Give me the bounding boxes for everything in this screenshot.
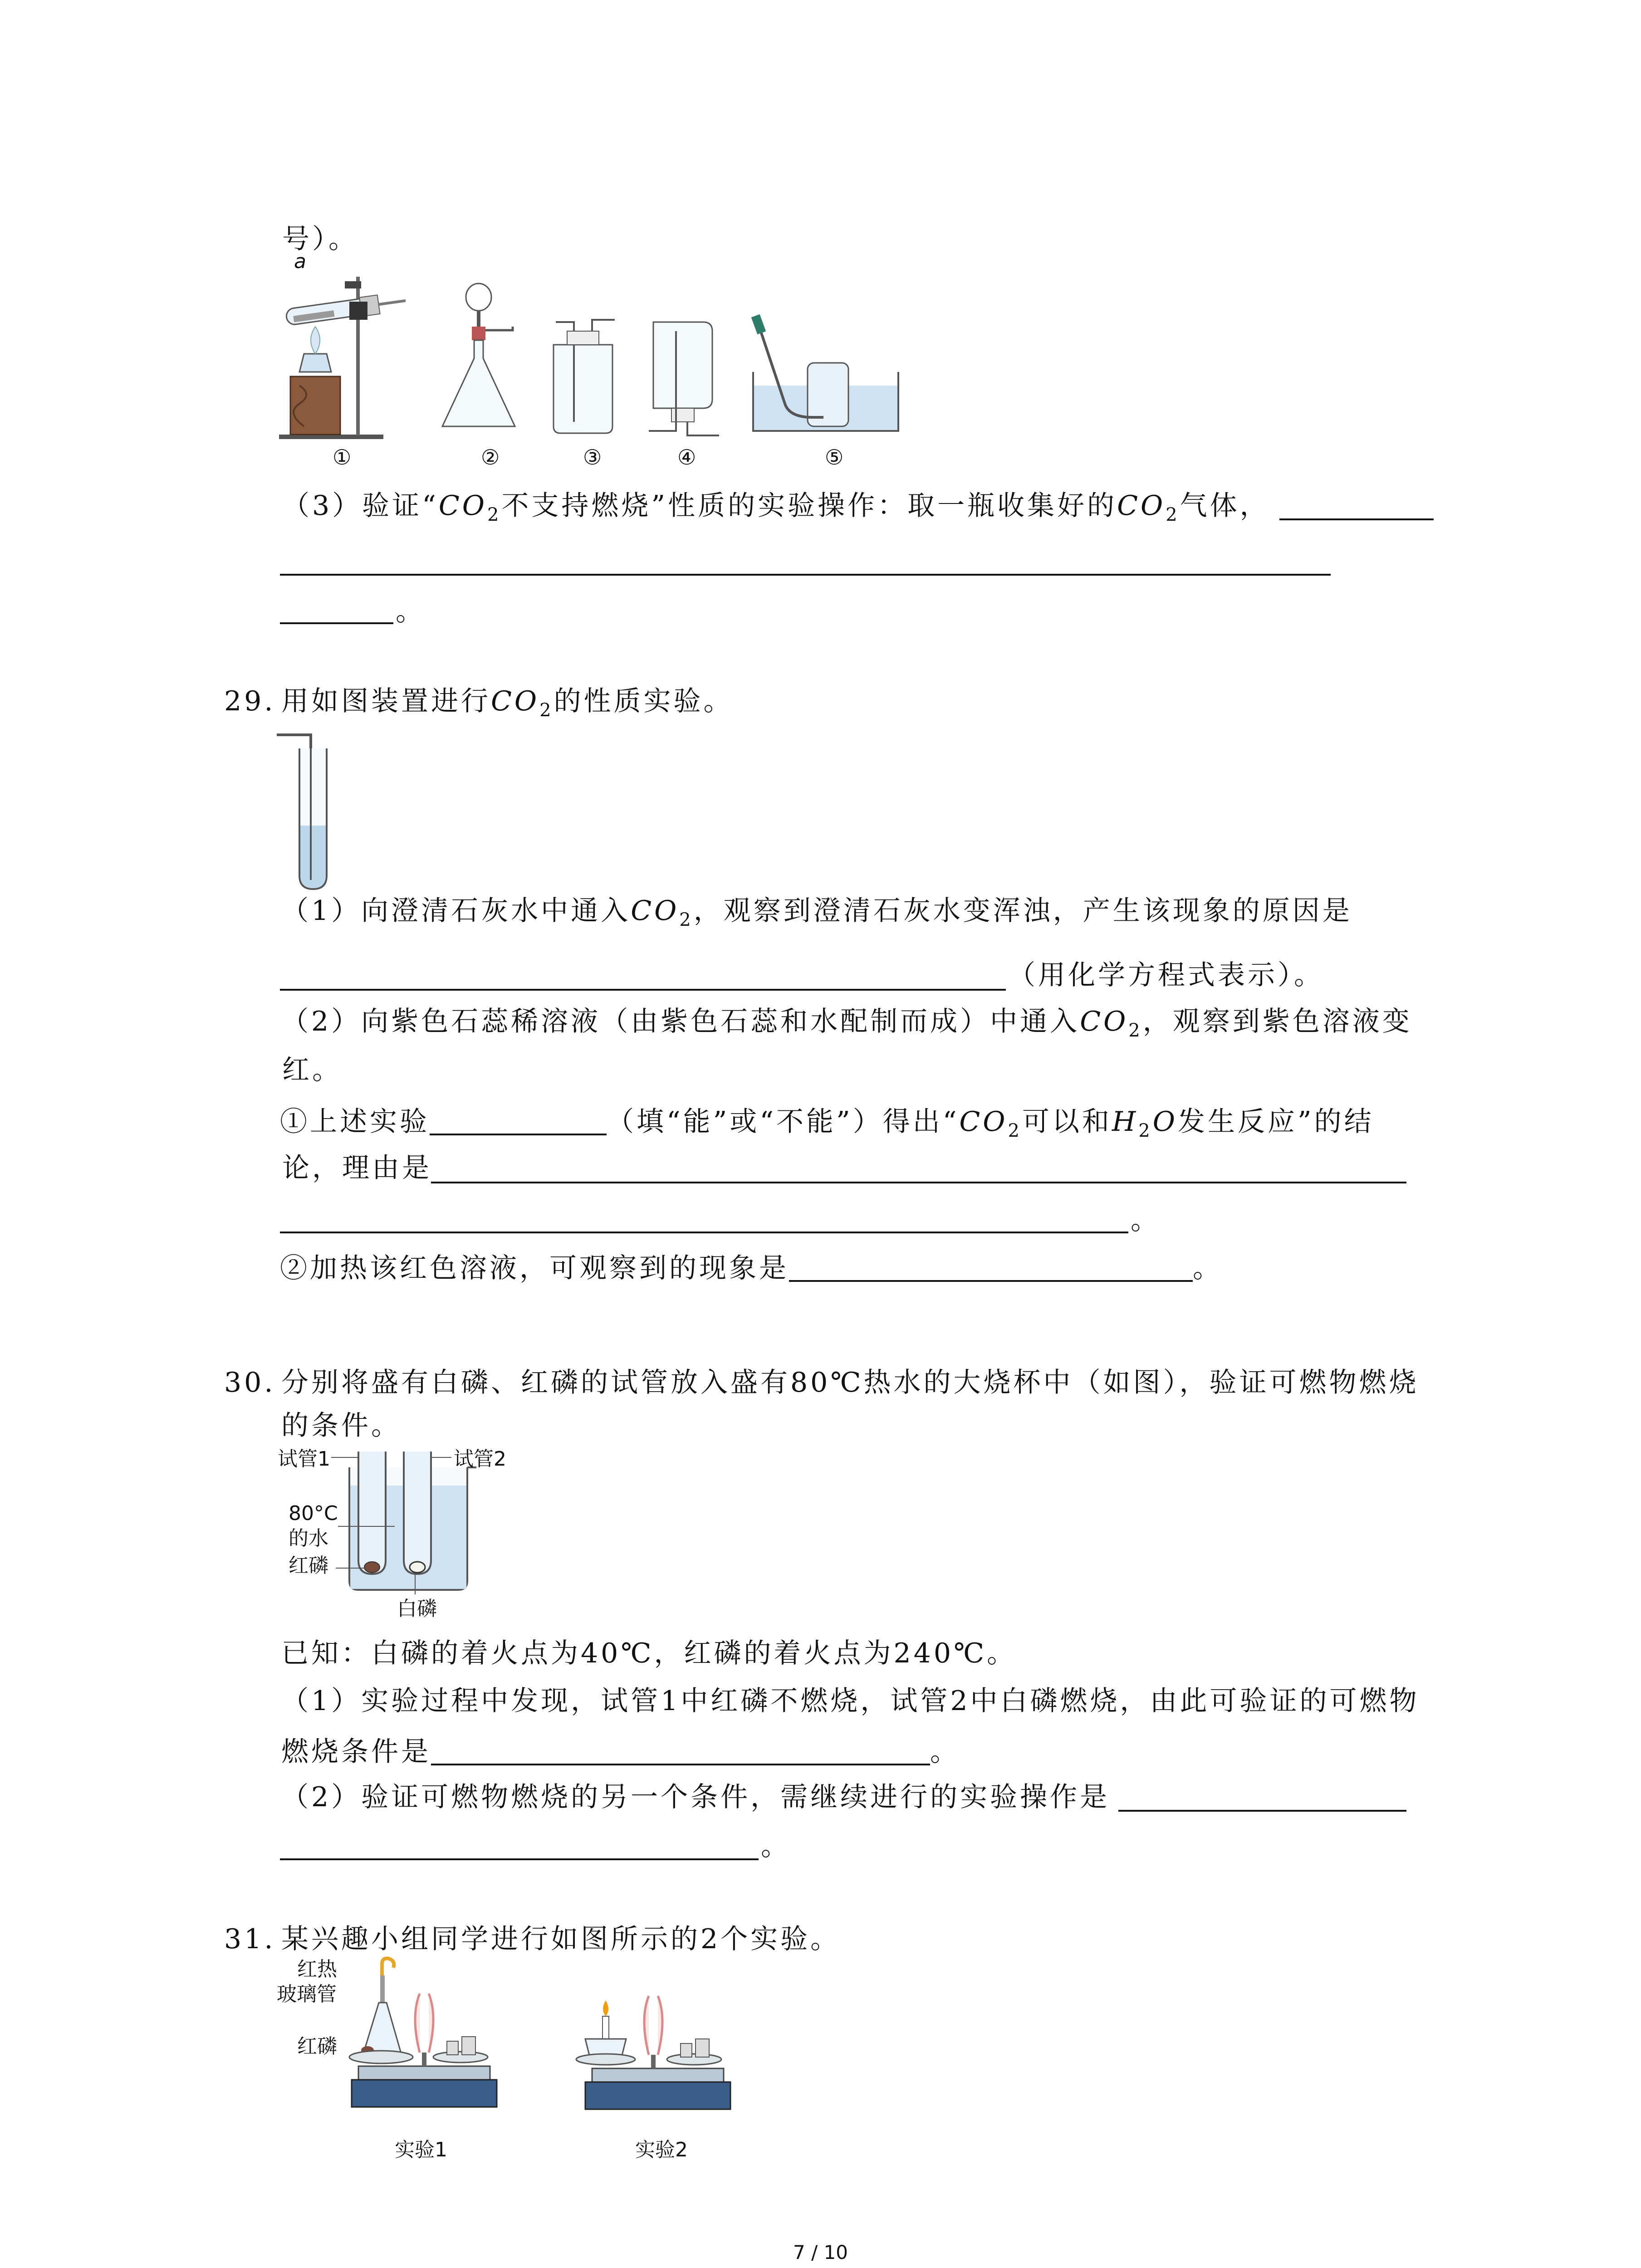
q29-sub1-end: 。 bbox=[1131, 1204, 1161, 1236]
q31-label-experiment2: 实验2 bbox=[635, 2138, 688, 2161]
q30-stem-2: 的条件。 bbox=[281, 1410, 401, 1442]
q30-part1-blank[interactable] bbox=[431, 1735, 930, 1765]
apparatus-label-5: ⑤ bbox=[825, 445, 844, 469]
q30-part2-end: 。 bbox=[761, 1830, 791, 1862]
q29-part2-line2: 红。 bbox=[282, 1054, 342, 1086]
q30-part2-answer-line-1[interactable] bbox=[1118, 1810, 1406, 1812]
q30-part1-line2: 燃烧条件是 。 bbox=[281, 1736, 960, 1768]
q28-end-period: 。 bbox=[396, 596, 426, 627]
q28-answer-line-2[interactable] bbox=[280, 574, 1331, 576]
apparatus-label-4: ④ bbox=[677, 445, 696, 469]
page-number: 7 / 10 bbox=[793, 2241, 848, 2263]
q31-label-glass-tube: 玻璃管 bbox=[277, 1983, 337, 2006]
q30-label-tube2: 试管2 bbox=[454, 1447, 506, 1471]
q30-label-white-phosphorus: 白磷 bbox=[397, 1597, 437, 1620]
q29-part1-answer-line[interactable] bbox=[280, 989, 1006, 991]
q30-label-red-phosphorus: 红磷 bbox=[289, 1554, 328, 1577]
q31-stem: 某兴趣小组同学进行如图所示的2个实验。 bbox=[281, 1923, 841, 1955]
q31-number: 31. bbox=[224, 1923, 276, 1955]
apparatus-3-figure bbox=[549, 318, 622, 440]
q29-sub1-blank-1[interactable] bbox=[430, 1105, 607, 1135]
apparatus-label-2: ② bbox=[481, 445, 500, 469]
q29-part1-end: （用化学方程式表示）。 bbox=[1008, 959, 1324, 991]
q30-part2-answer-line-2[interactable] bbox=[280, 1858, 759, 1860]
q30-label-tube1: 试管1 bbox=[278, 1447, 330, 1471]
apparatus-label-3: ③ bbox=[583, 445, 602, 469]
q31-experiment2-figure bbox=[581, 1987, 735, 2123]
q28-answer-line-1[interactable] bbox=[1279, 518, 1434, 520]
q29-part1-text: （1）向澄清石灰水中通入$CO_2$，观察到澄清石灰水变浑浊，产生该现象的原因是 bbox=[281, 895, 1352, 930]
q29-sub1-answer-line-1[interactable] bbox=[431, 1182, 1406, 1183]
q31-label-hot: 红热 bbox=[297, 1958, 337, 1981]
q30-label-water-1: 80°C bbox=[289, 1502, 338, 1525]
q29-number: 29. bbox=[224, 685, 276, 717]
q30-number: 30. bbox=[224, 1367, 276, 1398]
q29-stem: 用如图装置进行$CO_2$的性质实验。 bbox=[281, 685, 734, 721]
q28-answer-line-3[interactable] bbox=[280, 622, 393, 624]
q29-part2-text: （2）向紫色石蕊稀溶液（由紫色石蕊和水配制而成）中通入$CO_2$，观察到紫色溶液变 bbox=[281, 1006, 1412, 1041]
apparatus-2-figure bbox=[438, 277, 538, 440]
q28-tail-text: 号）。 bbox=[282, 223, 358, 255]
q30-label-water-2: 的水 bbox=[289, 1527, 328, 1550]
apparatus-4-figure bbox=[644, 318, 726, 440]
q30-beaker-figure bbox=[345, 1449, 495, 1603]
q29-sub2-text: ②加热该红色溶液，可观察到的现象是 。 bbox=[280, 1252, 1223, 1284]
q28-part3-text: （3）验证“$CO_2$不支持燃烧”性质的实验操作：取一瓶收集好的$CO_2$气体， bbox=[282, 490, 1270, 525]
q29-sub1-answer-line-2[interactable] bbox=[280, 1232, 1128, 1233]
q31-label-experiment1: 实验1 bbox=[395, 2138, 447, 2161]
q29-sub2-blank[interactable] bbox=[789, 1252, 1193, 1282]
q31-experiment1-figure bbox=[345, 1957, 499, 2121]
apparatus-label-a: a bbox=[294, 250, 306, 273]
q29-sub1-line2: 论，理由是 bbox=[282, 1152, 432, 1184]
apparatus-5-figure bbox=[744, 313, 907, 440]
q30-part2-line1: （2）验证可燃物燃烧的另一个条件，需继续进行的实验操作是 bbox=[281, 1781, 1110, 1813]
q30-stem-1: 分别将盛有白磷、红磷的试管放入盛有80℃热水的大烧杯中（如图），验证可燃物燃烧 bbox=[281, 1367, 1419, 1398]
q29-sub1-text: ①上述实验 （填“能”或“不能”）得出“$CO_2$可以和$H_2O$发生反应”的结 bbox=[280, 1106, 1374, 1141]
q30-known-text: 已知：白磷的着火点为40℃，红磷的着火点为240℃。 bbox=[281, 1637, 1017, 1669]
apparatus-label-1: ① bbox=[333, 445, 352, 469]
q29-test-tube-figure bbox=[272, 730, 336, 894]
apparatus-1-figure bbox=[272, 259, 436, 440]
q31-label-red-phosphorus: 红磷 bbox=[297, 2035, 337, 2058]
q30-part1-line1: （1）实验过程中发现，试管1中红磷不燃烧，试管2中白磷燃烧，由此可验证的可燃物 bbox=[281, 1685, 1420, 1717]
